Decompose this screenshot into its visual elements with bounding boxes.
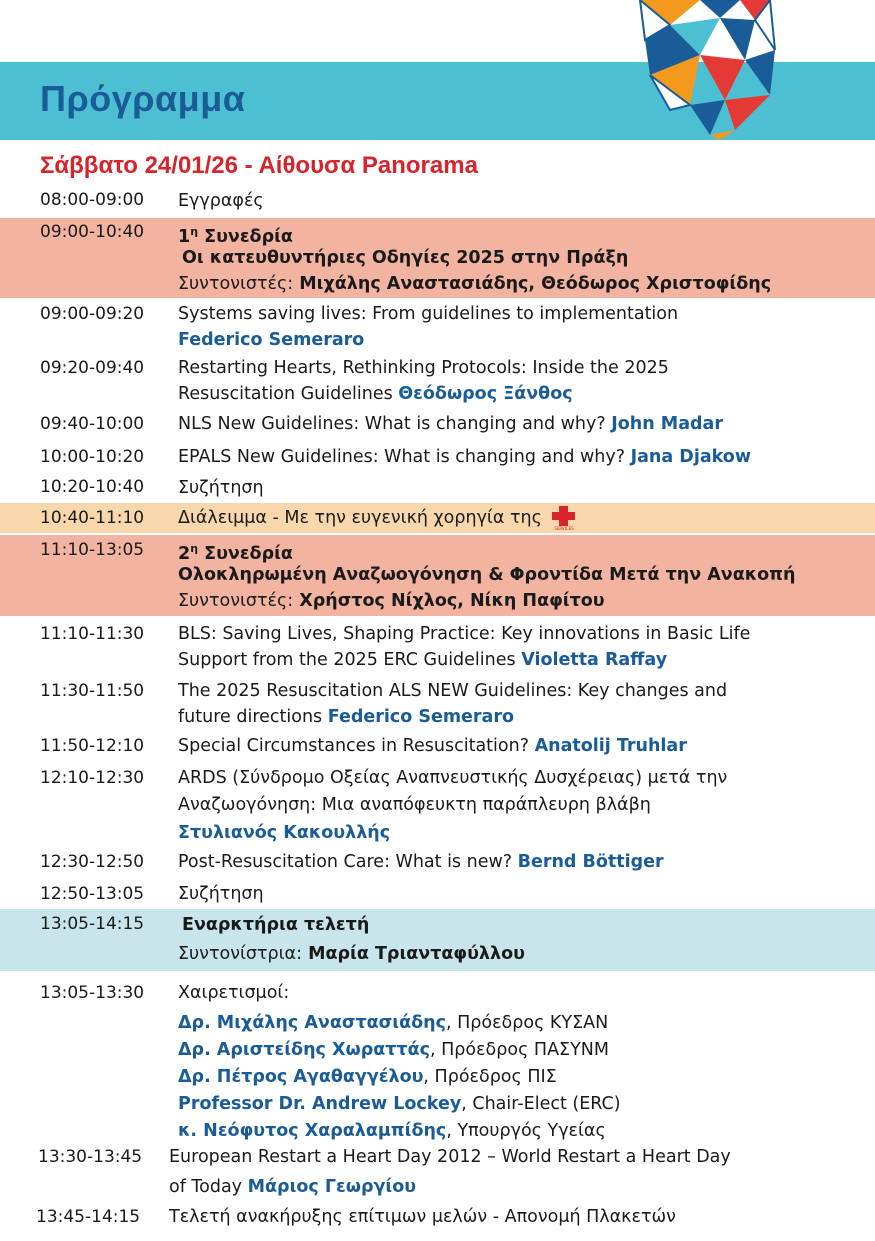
session-1-header [0,218,875,298]
speaker-name: John Madar [611,414,723,434]
time-label: 12:50-13:05 [40,884,145,904]
ceremony-title: Εναρκτήρια τελετή [182,915,370,935]
talk-title: Restarting Hearts, Rethinking Protocols: Inside the 2025 [178,358,669,378]
time-label: 11:10-11:30 [40,624,145,644]
session-subtitle: Οι κατευθυντήριες Οδηγίες 2025 στην Πράξη [182,248,629,268]
ceremony-awards-row [0,1204,875,1234]
day-title: Σάββατο 24/01/26 - Αίθουσα Panorama [40,152,478,179]
greeting-entry: Δρ. Πέτρος Αγαθαγγέλου, Πρόεδρος ΠΙΣ [178,1067,557,1087]
item-text: Συζήτηση [178,478,264,498]
item-text: Εγγραφές [178,191,264,211]
talk-row [0,300,875,352]
greetings-label: Χαιρετισμοί: [178,983,290,1003]
time-label: 09:20-09:40 [40,358,145,378]
ceremony-header [0,909,875,971]
time-label: 13:45-14:15 [36,1207,141,1227]
talk-title-cont: Support from the 2025 ERC Guidelines Violetta Raffay [178,650,668,670]
greeting-entry: Professor Dr. Andrew Lockey, Chair-Elect (ERC) [178,1094,621,1114]
break-text: Διάλειμμα - Με την ευγενική χορηγία της SERVICES [178,505,577,531]
time-label: 12:30-12:50 [40,852,145,872]
talk-title: BLS: Saving Lives, Shaping Practice: Key innovations in Basic Life [178,624,751,644]
time-label: 09:00-10:40 [40,222,145,242]
time-label: 10:20-10:40 [40,477,145,497]
time-label: 10:00-10:20 [40,447,145,467]
speaker-name: Federico Semeraro [327,707,515,727]
talk-title-cont: Resuscitation Guidelines Θεόδωρος Ξάνθος [178,384,573,404]
talk-title-cont: Αναζωογόνηση: Μια αναπόφευκτη παράπλευρη βλάβη [178,795,651,815]
page-title: Πρόγραμμα [40,78,246,119]
ceremony-moderator: Συντονίστρια: Μαρία Τριανταφύλλου [178,944,525,964]
talk-row [0,354,875,408]
talk-row [0,732,875,762]
talk-row [0,676,875,731]
talk-row [0,1144,875,1202]
talk-row [0,848,875,878]
talk-title: The 2025 Resuscitation ALS NEW Guidelines: Key changes and [178,681,728,701]
item-text: Τελετή ανακήρυξης επίτιμων μελών - Απονομή Πλακετών [169,1207,676,1227]
talk-row [0,410,875,440]
talk-title: NLS New Guidelines: What is changing and why? John Madar [178,414,723,434]
speaker-name: Anatolij Truhlar [534,736,687,756]
schedule-row-registration [0,188,875,216]
talk-title: European Restart a Heart Day 2012 – World Restart a Heart Day [169,1147,731,1167]
greeting-entry: κ. Νεόφυτος Χαραλαμπίδης, Υπουργός Υγείας [178,1121,606,1141]
time-label: 11:10-13:05 [40,540,145,560]
greeting-entry: Δρ. Αριστείδης Χωραττάς, Πρόεδρος ΠΑΣΥΝΜ [178,1040,609,1060]
talk-row [0,619,875,674]
talk-title: Special Circumstances in Resuscitation? Anatolij Truhlar [178,736,687,756]
talk-title: Systems saving lives: From guidelines to implementation [178,304,679,324]
red-cross-sponsor-icon [551,505,577,531]
speaker-name: Θεόδωρος Ξάνθος [398,384,573,404]
sponsor-text: SERVICES [554,526,575,531]
speaker-name: Violetta Raffay [521,650,668,670]
speaker-name: Federico Semeraro [178,330,365,350]
time-label: 12:10-12:30 [40,768,145,788]
speaker-name: Bernd Böttiger [517,852,664,872]
speaker-name: Στυλιανός Κακουλλής [178,823,391,843]
geometric-heart-logo [630,0,875,140]
session-moderators: Συντονιστές: Χρήστος Νίχλος, Νίκη Παφίτου [178,591,605,611]
talk-row [0,443,875,473]
session-subtitle: Ολοκληρωμένη Αναζωογόνηση & Φροντίδα Μετά την Ανακοπή [178,565,796,585]
discussion-row [0,880,875,908]
session-title: $1^\eta$ Συνεδρία [178,225,293,247]
session-moderators: Συντονιστές: Μιχάλης Αναστασιάδης, Θεόδωρος Χριστοφίδης [178,274,772,294]
talk-title-cont: future directions Federico Semeraro [178,707,515,727]
time-label: 11:30-11:50 [40,681,145,701]
time-label: 11:50-12:10 [40,736,145,756]
greeting-entry: Δρ. Μιχάλης Αναστασιάδης, Πρόεδρος ΚΥΣΑΝ [178,1013,609,1033]
time-label: 08:00-09:00 [40,190,145,210]
talk-title: ARDS (Σύνδρομο Οξείας Αναπνευστικής Δυσχέρειας) μετά την [178,768,728,788]
session-2-header [0,535,875,616]
greetings-row [0,980,875,1140]
speaker-name: Jana Djakow [630,447,751,467]
time-label: 13:30-13:45 [38,1147,143,1167]
talk-title: EPALS New Guidelines: What is changing and why? Jana Djakow [178,447,751,467]
time-label: 13:05-13:30 [40,983,145,1003]
time-label: 13:05-14:15 [40,914,145,934]
discussion-row [0,474,875,502]
item-text: Συζήτηση [178,884,264,904]
speaker-name: Μάριος Γεωργίου [247,1177,417,1197]
time-label: 10:40-11:10 [40,508,145,528]
time-label: 09:00-09:20 [40,304,145,324]
break-row [0,503,875,533]
time-label: 09:40-10:00 [40,414,145,434]
talk-title-cont: of Today Μάριος Γεωργίου [169,1177,417,1197]
talk-title: Post-Resuscitation Care: What is new? Bernd Böttiger [178,852,664,872]
session-title: $2^\eta$ Συνεδρία [178,542,293,564]
talk-row [0,763,875,847]
